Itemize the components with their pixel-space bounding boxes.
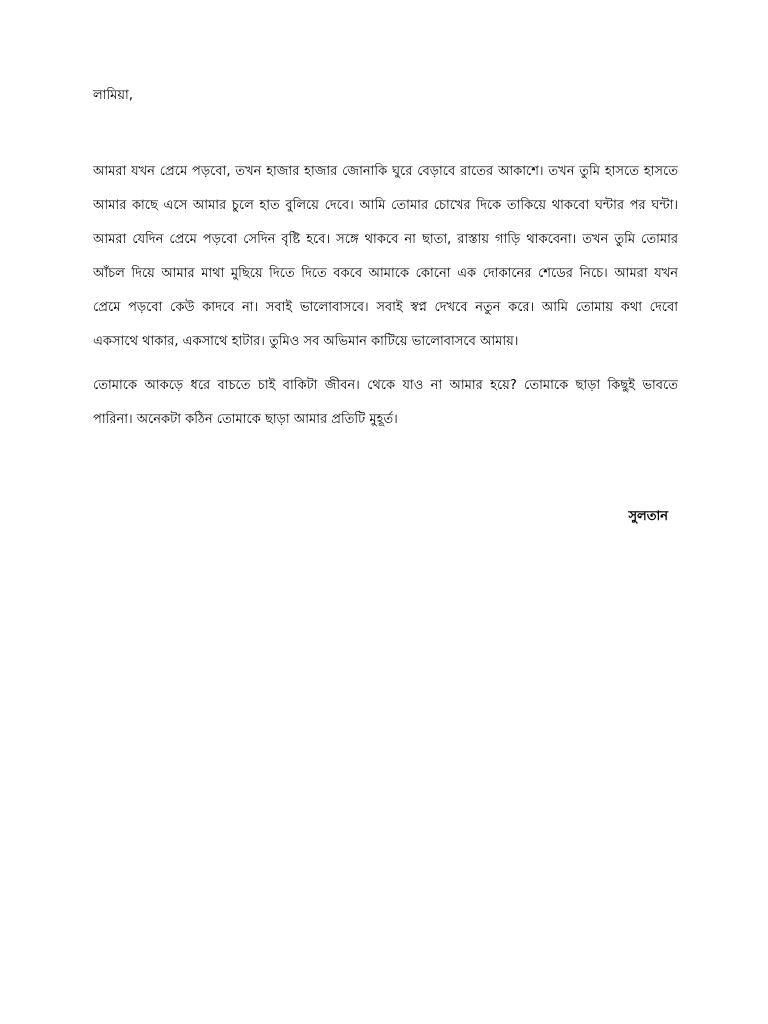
paragraph-line: একসাথে থাকার, একসাথে হাটার। তুমিও সব অভিমান কাটিয়ে ভালোবাসবে আমায়। [93, 334, 519, 349]
paragraph-line: আমার কাছে এসে আমার চুলে হাত বুলিয়ে দেবে। আমি তোমার চোখের দিকে তাকিয়ে থাকবো ঘন্টার পর ঘন্টা। [93, 198, 678, 213]
paragraph-line: আমরা যখন প্রেমে পড়বো, তখন হাজার হাজার জোনাকি ঘুরে বেড়াবে রাতের আকাশে। তখন তুমি হাসতে হাসতে [93, 164, 678, 179]
paragraph-1 [93, 155, 678, 359]
paragraph-line: তোমাকে আকড়ে ধরে বাচতে চাই বাকিটা জীবন। থেকে যাও না আমার হয়ে? তোমাকে ছাড়া কিছুই ভাবতে [93, 378, 678, 393]
paragraph-line: পারিনা। অনেকটা কঠিন তোমাকে ছাড়া আমার প্রতিটি মুহূর্ত। [93, 412, 398, 427]
paragraph-2 [93, 369, 678, 437]
signature: সুলতান [628, 509, 668, 524]
salutation: লামিয়া, [93, 88, 133, 103]
paragraph-line: প্রেমে পড়বো কেউ কাদবে না। সবাই ভালোবাসবে। সবাই স্বপ্ন দেখবে নতুন করে। আমি তোমায় কথা দেবো [93, 300, 678, 315]
paragraph-line: আমরা যেদিন প্রেমে পড়বো সেদিন বৃষ্টি হবে। সঙ্গে থাকবে না ছাতা, রাস্তায় গাড়ি থাকবেনা। তখন তুমি তোমার [93, 232, 678, 247]
paragraph-line: আঁচল দিয়ে আমার মাথা মুছিয়ে দিতে দিতে বকবে আমাকে কোনো এক দোকানের শেডের নিচে। আমরা যখন [93, 266, 678, 281]
